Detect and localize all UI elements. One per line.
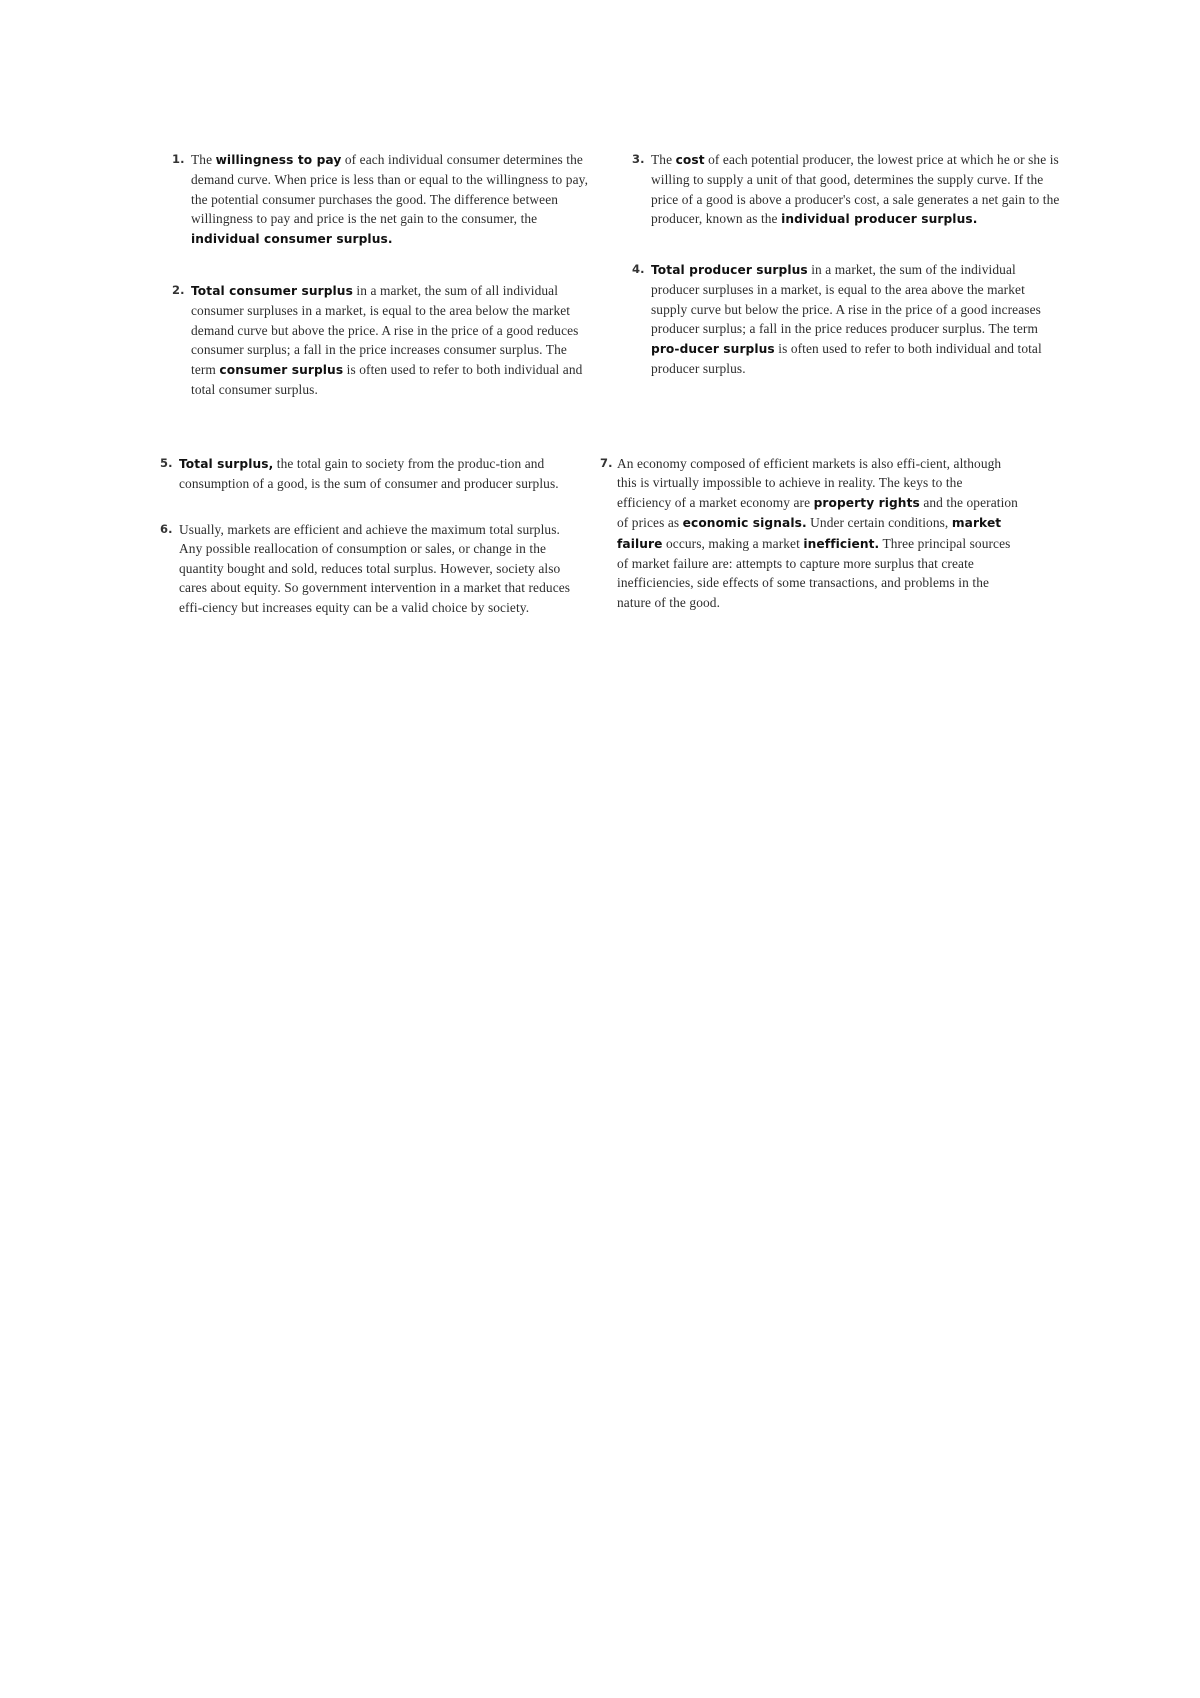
text-segment: of each individual consumer determines the demand curve. When price is less than or equal to the willingness to pay, the potential consumer purchases the good. The difference between willingness to pay and price is the net gain to the consumer, the [191,152,589,227]
summary-item-7 [600,454,1020,612]
summary-item-5 [160,454,580,494]
item-number: 5. [160,456,173,470]
text-segment: in a market, the sum of all individual consumer surpluses in a market, is equal to the area below the market demand curve but above the price. A rise in the price of a good reduces consumer surplus; a fall in the price increases consumer surplus. The term [191,283,579,377]
term-producer-surplus: pro-ducer surplus [651,341,775,356]
term-consumer-surplus: consumer surplus [219,362,344,377]
text-segment: is often used to refer to both individual and total consumer surplus. [191,361,583,398]
item-text [160,520,580,617]
item-number: 7. [600,456,613,470]
term-total-producer-surplus: Total producer surplus [651,263,808,277]
summary-item-1 [172,150,592,249]
term-inefficient: inefficient. [803,536,880,551]
summary-item-6 [160,520,580,617]
text-segment: The [651,152,676,167]
term-individual-producer-surplus: individual producer surplus. [781,212,978,227]
item-text [172,281,592,399]
term-market-failure: market failure [617,516,1002,551]
text-segment: Three principal sources of market failure are: attempts to capture more surplus that create inefficiencies, side effects of some transactions, and problems in the nature of the good. [617,535,1011,610]
item-number: 6. [160,522,173,536]
text-segment: occurs, making a market [662,535,804,551]
term-property-rights: property rights [813,495,920,510]
text-segment: Usually, markets are efficient and achieve the maximum total surplus. Any possible reallocation of consumption or sales, or change in the quantity bought and sold, reduces total surplus. However, society also cares about equity. So government intervention in a market that reduces effi-ciency but increases equity can be a valid choice by society. [179,522,571,615]
text-segment: of each potential producer, the lowest price at which he or she is willing to supply a unit of that good, determines the supply curve. If the price of a good is above a producer's cost, a sale generates a net gain to the producer, known as the [651,152,1060,227]
text-segment: the total gain to society from the produc-tion and consumption of a good, is the sum of consumer and producer surplus. [179,456,559,492]
summary-item-4 [632,260,1062,378]
summary-item-3 [632,150,1062,230]
text-segment: in a market, the sum of the individual producer surpluses in a market, is equal to the area above the market supply curve but below the price. A rise in the price of a good increases producer surplus; a fall in the price reduces producer surplus. The term [651,262,1041,337]
summary-item-2 [172,281,592,399]
item-text [172,150,592,249]
term-total-surplus: Total surplus, [179,457,274,471]
term-economic-signals: economic signals. [682,516,807,531]
text-segment: The [191,152,216,167]
item-number: 4. [632,262,645,276]
item-text [600,454,1020,612]
text-segment: and the operation of prices as [617,494,1018,531]
term-cost: cost [675,153,705,167]
item-text [632,150,1062,230]
item-number: 1. [172,152,185,166]
item-text [160,454,580,494]
item-number: 2. [172,283,185,297]
term-willingness-to-pay: willingness to pay [215,153,342,167]
term-individual-consumer-surplus: individual consumer surplus. [191,231,393,246]
text-segment: is often used to refer to both individual and total producer surplus. [651,340,1042,377]
term-total-consumer-surplus: Total consumer surplus [191,284,353,298]
text-segment: An economy composed of efficient markets is also effi-cient, although this is virtually impossible to achieve in reality. The keys to the efficiency of a market economy are [617,456,1002,510]
item-text [632,260,1062,378]
item-number: 3. [632,152,645,166]
text-segment: Under certain conditions, [806,515,952,531]
